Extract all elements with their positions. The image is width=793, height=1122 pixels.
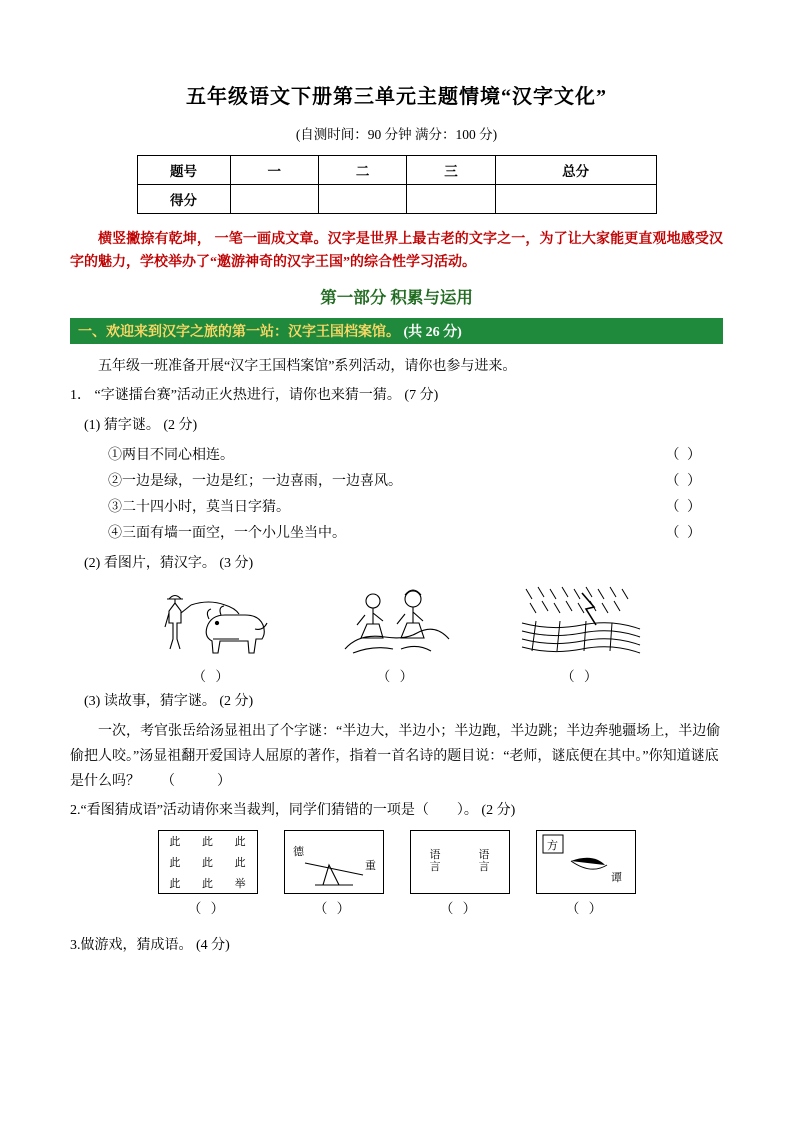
score-row-label: 得分 — [137, 185, 230, 214]
riddle-answer-blank[interactable]: （ ） — [665, 474, 703, 490]
riddle-answer-blank[interactable]: （ ） — [665, 525, 703, 541]
riddle-text: ③二十四小时，莫当日字猜。 — [108, 499, 290, 515]
riddle-item — [70, 521, 723, 547]
balance-right-label: 重 — [364, 859, 376, 872]
picture-answer-blank[interactable]: （ ） — [561, 668, 601, 684]
idiom-item — [284, 830, 384, 917]
question-1-story: 一次，考官张岳给汤显祖出了个字谜：“半边大，半边小；半边跑，半边跳；半边奔驰疆场上，半边偷偷把人咬。”汤显祖翻开爱国诗人屈原的著作，指着一首名诗的题目说：“老师，谜底便在其中。”你知道谜底是什么吗？ （ ） — [70, 723, 721, 789]
idiom-item — [536, 830, 636, 917]
question-1-sub-3: (3) 读故事，猜字谜。 (2 分) — [84, 693, 254, 709]
question-1-sub-2: (2) 看图片，猜汉字。 (3 分) — [84, 555, 254, 571]
exam-subtitle: (自测时间：90 分钟 满分：100 分) — [295, 127, 498, 142]
section-one-banner — [70, 318, 723, 344]
score-header-1: 一 — [230, 156, 318, 185]
grid-cell: 此 — [201, 856, 213, 869]
grid-cell: 此 — [201, 836, 213, 849]
grid-cell: 此 — [234, 856, 246, 869]
fang-tan-moon-icon — [536, 830, 636, 894]
score-table — [137, 155, 657, 214]
word-cell: 语 言 — [429, 849, 441, 873]
picture-item — [137, 583, 287, 685]
table-row — [137, 156, 656, 185]
grid-cell: 此 — [169, 836, 181, 849]
idiom-item — [158, 830, 258, 917]
part-one-title: 第一部分 积累与运用 — [320, 288, 473, 308]
score-header-3: 三 — [407, 156, 495, 185]
idiom-item — [410, 830, 510, 917]
score-header-2: 二 — [318, 156, 406, 185]
page-title: 五年级语文下册第三单元主题情境“汉字文化” — [186, 86, 607, 108]
idiom-answer-blank[interactable]: （ ） — [439, 900, 480, 916]
score-header-total: 总分 — [495, 156, 656, 185]
intro-paragraph: 横竖撇捺有乾坤， 一笔一画成文章。汉字是世界上最古老的文字之一，为了让大家能更直观地感受汉字的魅力，学校举办了“邀游神奇的汉字王国”的综合性学习活动。 — [70, 232, 723, 271]
question-1-sub-1: (1) 猜字谜。 (2 分) — [84, 418, 198, 434]
score-cell-2[interactable] — [318, 185, 406, 214]
score-cell-1[interactable] — [230, 185, 318, 214]
riddle-item — [70, 443, 723, 469]
riddle-answer-blank[interactable]: （ ） — [665, 448, 703, 464]
tan-label: 谭 — [610, 871, 622, 884]
picture-answer-blank[interactable]: （ ） — [192, 668, 232, 684]
score-cell-total[interactable] — [495, 185, 656, 214]
grid-cell: 此 — [234, 836, 246, 849]
balance-left-label: 德 — [292, 845, 304, 858]
riddle-item — [70, 469, 723, 495]
yu-yan-words-icon — [410, 830, 510, 894]
table-row — [137, 185, 656, 214]
rain-over-field-icon — [506, 583, 656, 661]
idiom-picture-group — [70, 830, 723, 917]
picture-answer-blank[interactable]: （ ） — [376, 668, 417, 684]
score-cell-3[interactable] — [407, 185, 495, 214]
section-one-points: (共 26 分) — [403, 325, 462, 341]
question-2-stem: 2.“看图猜成语”活动请你来当裁判，同学们猜错的一项是（ ）。 (2 分) — [70, 803, 516, 819]
grid-cell: 此 — [169, 856, 181, 869]
grid-cell: 此 — [201, 877, 213, 890]
idiom-answer-blank[interactable]: （ ） — [565, 900, 606, 916]
riddle-text: ①两目不同心相连。 — [108, 448, 234, 464]
question-3-stem: 3.做游戏，猜成语。 (4 分) — [70, 937, 230, 953]
word-cell: 语 言 — [478, 849, 490, 873]
idiom-answer-blank[interactable]: （ ） — [187, 900, 228, 916]
score-header-label: 题号 — [137, 156, 230, 185]
riddle-item — [70, 495, 723, 521]
ci-bi-grid-icon — [158, 830, 258, 894]
de-zhong-balance-icon — [284, 830, 384, 894]
riddle-text: ④三面有墙一面空，一个小儿坐当中。 — [108, 525, 346, 541]
farmer-plowing-with-ox-icon — [137, 583, 287, 661]
grid-cell: 此 — [169, 877, 181, 890]
picture-item — [321, 583, 471, 685]
fang-label: 方 — [546, 839, 558, 852]
section-one-label: 一、欢迎来到汉字之旅的第一站：汉字王国档案馆。 — [78, 325, 400, 341]
riddle-answer-blank[interactable]: （ ） — [665, 499, 703, 515]
two-children-on-rock-icon — [321, 583, 471, 661]
riddle-text: ②一边是绿，一边是红；一边喜雨，一边喜风。 — [108, 474, 402, 490]
picture-item — [506, 583, 656, 685]
picture-riddle-group — [70, 583, 723, 685]
grid-cell: 举 — [234, 877, 246, 890]
idiom-answer-blank[interactable]: （ ） — [313, 900, 354, 916]
lead-paragraph: 五年级一班准备开展“汉字王国档案馆”系列活动，请你也参与进来。 — [98, 359, 517, 375]
question-1-stem: 1． “字谜擂台赛”活动正火热进行，请你也来猜一猜。 (7 分) — [70, 388, 439, 404]
